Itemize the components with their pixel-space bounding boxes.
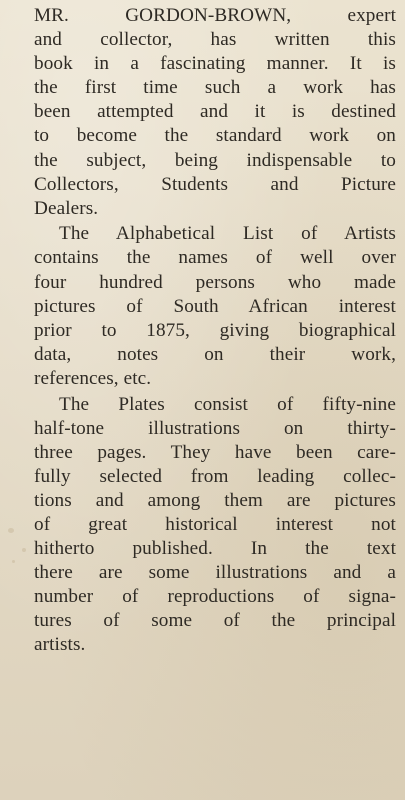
paper-stain	[22, 548, 26, 552]
text-line: book in a fascinating manner. It is	[34, 53, 396, 75]
text-line: to become the standard work on	[34, 125, 396, 147]
text-line: of great historical interest not	[34, 513, 396, 535]
paragraph-artists-list	[34, 222, 396, 391]
text-line: number of reproductions of signa-	[34, 586, 396, 608]
text-line: Collectors, Students and Picture	[34, 173, 396, 195]
text-line: MR. GORDON-BROWN, expert	[34, 5, 396, 26]
paragraph-plates	[34, 393, 396, 658]
text-line: artists.	[34, 634, 86, 656]
text-line: The Plates consist of fifty-nine	[59, 393, 396, 415]
text-line: contains the names of well over	[34, 247, 396, 269]
text-line: pictures of South African interest	[34, 295, 396, 317]
text-line: four hundred persons who made	[34, 271, 396, 293]
paper-stain	[12, 560, 15, 563]
text-line: references, etc.	[34, 367, 152, 389]
text-line: three pages. They have been care-	[34, 441, 396, 463]
text-line: data, notes on their work,	[34, 343, 396, 365]
book-description	[34, 4, 396, 658]
text-line: been attempted and it is destined	[34, 101, 396, 123]
paper-stain	[8, 528, 14, 533]
text-line: fully selected from leading collec-	[34, 465, 396, 487]
text-line: prior to 1875, giving biographical	[34, 319, 396, 341]
text-line: Dealers.	[34, 197, 99, 219]
text-line: The Alphabetical List of Artists	[59, 223, 396, 245]
text-line: hitherto published. In the text	[34, 538, 396, 560]
text-line: the subject, being indispensable to	[34, 149, 396, 171]
text-line: tures of some of the principal	[34, 610, 396, 632]
text-line: tions and among them are pictures	[34, 489, 396, 511]
text-line: there are some illustrations and a	[34, 562, 396, 584]
text-line: half-tone illustrations on thirty-	[34, 417, 396, 439]
paragraph-intro	[34, 4, 396, 221]
text-line: and collector, has written this	[34, 29, 396, 51]
text-line: the first time such a work has	[34, 77, 396, 99]
